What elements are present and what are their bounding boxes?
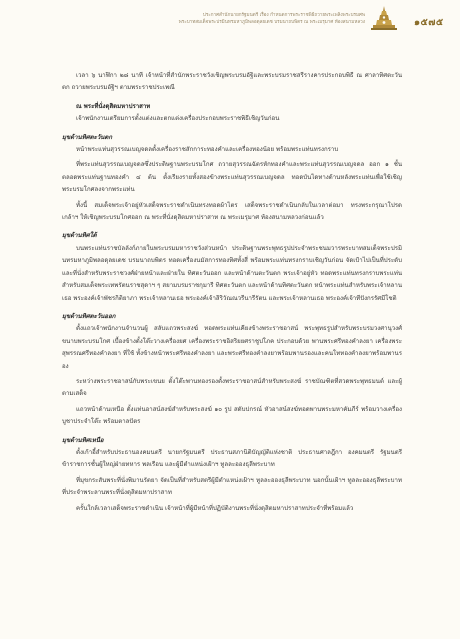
section-heading-east: มุขด้านทิศตะวันออก [62, 312, 116, 320]
paragraph-south: บนพระแท่นราชบัลลังก์ภายในพระบรมมหาราชวังส่วนหน้า ประดิษฐานพระพุทธรูปประจำพระชนมวารพระบาทสมเด็จพระปรมินทรมหาภูมิพลอดุลยเดช บรมนาถบพิตร ทอดเครื่องนมัสการทองทิศทั้งสี่ พร้อมพระแท่นทรงกราบเชิญวันก่อน จัดเป้าไปเป็นที่ประดับและที่นั่งสำหรับพระราชวงศ์ฝ่ายหน้าและฝ่ายใน ทิศตะวันออก และหน้าด้านตะวันตก พระเจ้าอยู่หัว ทอดพระแท่นทรงกราบพระแท่นสำหรับสมเด็จพระเทพรัตนราชสุดาฯ ๆ สยามบรมราชกุมารี ทิศตะวันตก และหน้าด้านทิศตะวันตก หน้าพระแท่นสำหรับพระเจ้าหลานเธอ พระองค์เจ้าพัชรกิติยาภา พระเจ้าหลานเธอ พระองค์เจ้าสิริวัณณวรีนารีรัตน และพระเจ้าหลานเธอ พระองค์เจ้าทีปังกรรัศมีโชติ [62, 244, 402, 302]
paragraph-preparation: เจ้าพนักงานเตรียมการตั้งแต่งและตกแต่งเครื่องประกอบพระราชพิธีเชิญวันก่อน [76, 115, 280, 123]
paragraph-time-ceremony: เวลา ๖ นาฬิกา ๒๘ นาที เจ้าหน้าที่สำนักพระราชวังเชิญพระบรมอัฐิและพระบรมราชสรีรางคารประกอบพิธี ณ ศาลาทิศตะวันตก ถวายพระบรมอัฐิฯ ตามพระราชประเพณี [62, 72, 402, 92]
paragraph-north-1: ตั้งเก้าอี้สำหรับประธานองคมนตรี นายกรัฐมนตรี ประธานสภานิติบัญญัติแห่งชาติ ประธานศาลฎีกา องคมนตรี รัฐมนตรี ข้าราชการชั้นผู้ใหญ่ฝ่ายทหาร พลเรือน และผู้มีตำแหน่งเฝ้าฯ ทูลละอองธุลีพระบาท [62, 448, 402, 469]
paragraph-east-2: ระหว่างพระราชอาสน์กับพระเขนย ตั้งโต๊ะพานทองรองตั้งพระราชอาสน์สำหรับพระสงฆ์ ราชบัณฑิตที่สวดพระพุทธมนต์ และผู้ตามเสด็จ [62, 377, 402, 398]
paragraph-north-3: ครั้นใกล้เวลาเสด็จพระราชดำเนิน เจ้าหน้าที่ผู้มีหน้าที่ปฏิบัติงานพระที่นั่งดุสิตมหาปราสาทประจำที่พร้อมแล้ว [76, 504, 354, 512]
running-header-line1: ประกาศสำนักนายกรัฐมนตรี เรื่อง กำหนดการพระราชพิธีถวายพระเพลิงพระบรมศพ [202, 13, 365, 18]
royal-crown-emblem-icon [370, 5, 398, 33]
section-heading-south: มุขด้านทิศใต้ [62, 232, 97, 240]
running-header-line2: พระบาทสมเด็จพระปรมินทรมหาภูมิพลอดุลยเดช บรมนาถบพิตร ณ พระเมรุมาศ ท้องสนามหลวง [178, 20, 365, 25]
page-header [0, 0, 460, 36]
paragraph-north-2: ที่มุขกระสันพระที่นั่งพิมานรัตยา จัดเป็นที่สำหรับสตรีผู้มีตำแหน่งเฝ้าฯ ทูลละอองธุลีพระบาท นอกนั้นเฝ้าฯ ทูลละอองธุลีพระบาทที่ประจำพระลานพระที่นั่งดุสิตมหาปราสาท [62, 476, 402, 497]
paragraph-west-3: ทั้งนี้ สมเด็จพระเจ้าอยู่หัวเสด็จพระราชดำเนินทรงทอดผ้าไตร เสด็จพระราชดำเนินกลับในเวลาต่อมา ทรงพระกรุณาโปรดเกล้าฯ ให้เชิญพระบรมโกศออก ณ พระที่นั่งดุสิตมหาปราสาท ณ พระเมรุมาศ ท้องสนามหลวงก่อนแล้ว [62, 201, 402, 222]
paragraph-west-1: หน้าพระแท่นสุวรรณเบญจดลตั้งเครื่องราชสักการะทองคำและเครื่องทองน้อย พร้อมพระแท่นทรงกราบ [76, 146, 339, 154]
paragraph-west-2: ที่พระแท่นสุวรรณเบญจดลซึ่งประดิษฐานพระบรมโกศ ถวายสุวรรณฉัตรหักทองคำและพระแท่นสุวรรณเบญจดล ออก ๑ ชั้น ตลอดพระแท่นฐานทองคำ ๔ ต้น ตั้งเรียงรายทั้งสองข้างพระแท่นสุวรรณเบญจดล ทอดบันไดทางด้านหลังพระแท่นเพื่อใช้เชิญพระบรมโกศลงจากพระแท่น [62, 161, 402, 194]
section-heading-dusit: ณ พระที่นั่งดุสิตมหาปราสาท [76, 102, 151, 110]
paragraph-east-3: แถวหน้าด้านเหนือ ตั้งแท่นอาสน์สงฆ์สำหรับพระสงฆ์ ๑๐ รูป สดับปกรณ์ หัวอาสน์สงฆ์ทอดพานพระมหาคัมภีร์ พร้อมวางเครื่องบูชาประจำโต๊ะ พร้อมตาลปัตร [62, 405, 402, 426]
section-heading-north: มุขด้านทิศเหนือ [62, 436, 104, 444]
section-heading-west: มุขด้านทิศตะวันตก [62, 133, 113, 141]
paragraph-east-1: ตั้งแถวเจ้าพนักงานจำนวนผู้ สลับแถวพระสงฆ์ ทอดพระแท่นเคียงข้างพระราชอาสน์ พระพุทธรูปสำหรับพระบรมวงศานุวงศ์ ขนาบพระบรมโกศ เบื้องข้างตั้งโต๊ะวางเครื่องยศ เครื่องพระราชอิสริยยศราชูปโภค ประกอบด้วย พานพระศรีทองคำลงยา เครื่องพระสุพรรณศรีทองคำลงยา ที่ใช้ ทั้งข้างหน้าพระศรีทองคำลงยา และพระศรีทองคำลงยาพร้อมพานรองและคนโททองคำลงยาพร้อมพานรอง [62, 325, 402, 370]
document-body [62, 70, 402, 515]
page-number: ๑๕๗๕ [414, 17, 444, 28]
